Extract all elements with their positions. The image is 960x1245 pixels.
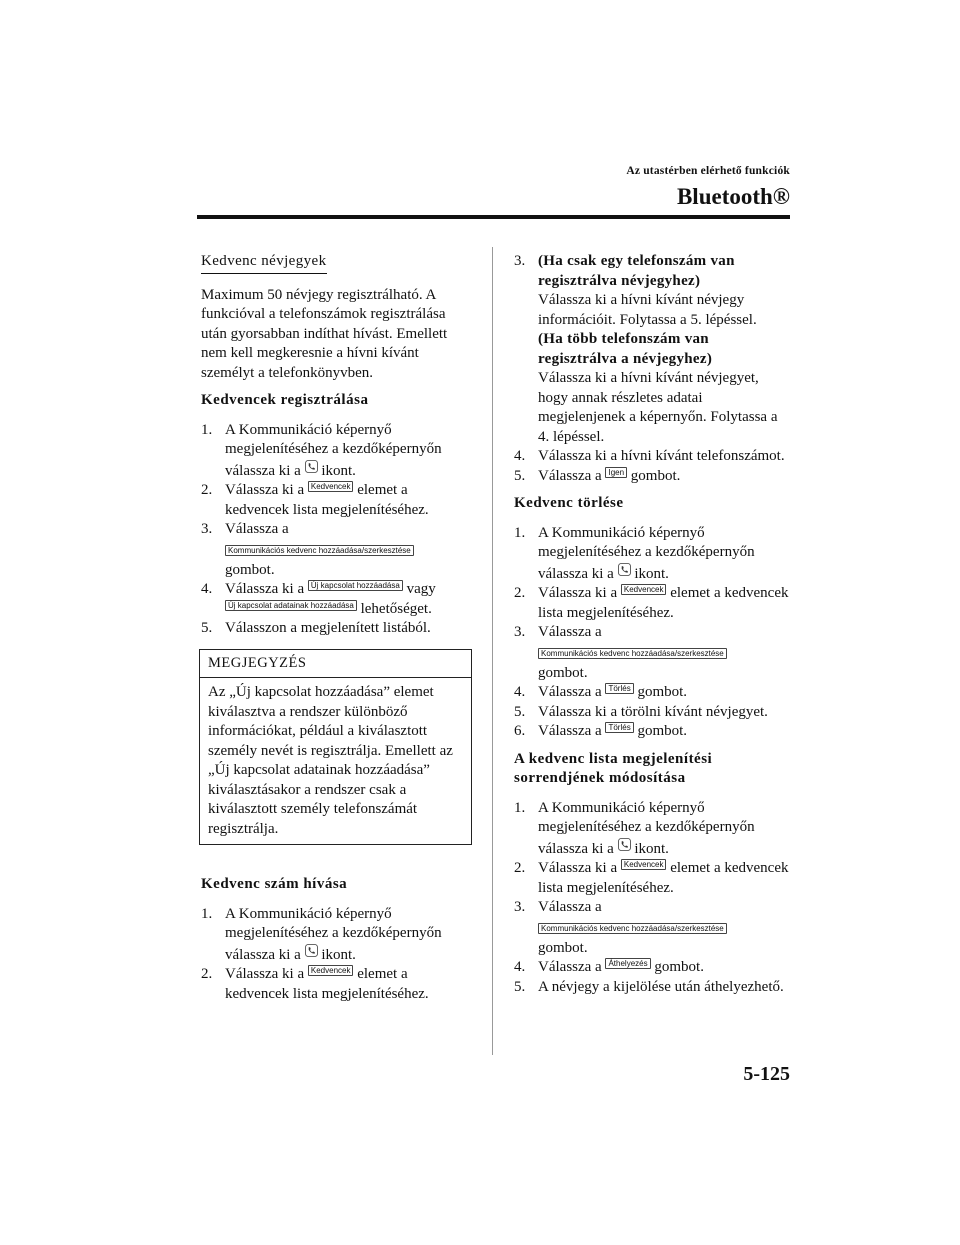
list-item bbox=[514, 623, 790, 683]
list-item bbox=[514, 898, 790, 958]
step-text: elemet a kedvencek lista megjelenítéséhez. bbox=[538, 585, 789, 621]
yes-button[interactable]: Igen bbox=[605, 467, 627, 478]
fav-contacts-heading: Kedvenc névjegyek bbox=[201, 252, 327, 274]
step-text: Válassza ki a bbox=[225, 482, 305, 498]
condition-heading: (Ha több telefonszám van regisztrálva a névjegyhez) bbox=[538, 331, 713, 367]
phone-icon bbox=[618, 838, 631, 851]
left-column bbox=[201, 252, 473, 1012]
step-text: Válassza a bbox=[538, 959, 602, 975]
step-text: A Kommunikáció képernyő megjelenítéséhez a kezdőképernyőn válassza ki a bbox=[538, 799, 755, 857]
list-item bbox=[514, 584, 790, 623]
step-text: Válassza a bbox=[538, 723, 602, 739]
right-column bbox=[514, 252, 790, 1005]
step-text: gombot. bbox=[538, 939, 588, 956]
call-steps-continued bbox=[514, 252, 790, 486]
step-number: 5. bbox=[514, 703, 526, 720]
step-text: Válassza ki a hívni kívánt névjegyet, hogy annak részletes adatai megjelenjenek a képernyőn. Folytassa a 4. lépéssel. bbox=[538, 370, 778, 445]
step-text: gombot. bbox=[630, 467, 681, 484]
list-item bbox=[201, 481, 473, 520]
list-item bbox=[514, 958, 790, 978]
step-number: 3. bbox=[514, 624, 526, 640]
step-number: 5. bbox=[201, 620, 213, 636]
call-heading: Kedvenc szám hívása bbox=[201, 876, 348, 892]
step-number: 2. bbox=[514, 585, 526, 601]
step-text: ikont. bbox=[634, 565, 669, 582]
step-text: Válassza ki a bbox=[225, 581, 305, 597]
step-text: gombot. bbox=[637, 723, 688, 739]
add-edit-favorite-button[interactable]: Kommunikációs kedvenc hozzáadása/szerkesztése bbox=[538, 923, 727, 934]
add-edit-favorite-button[interactable]: Kommunikációs kedvenc hozzáadása/szerkesztése bbox=[225, 545, 414, 556]
list-item bbox=[514, 683, 790, 703]
step-text: elemet a kedvencek lista megjelenítéséhez. bbox=[225, 966, 429, 1002]
phone-icon bbox=[618, 563, 631, 576]
step-number: 6. bbox=[514, 723, 526, 739]
step-number: 1. bbox=[514, 799, 526, 816]
step-text: vagy bbox=[406, 581, 436, 597]
step-number: 1. bbox=[514, 524, 526, 541]
step-text: gombot. bbox=[538, 664, 588, 681]
step-number: 4. bbox=[514, 684, 526, 700]
list-item bbox=[201, 580, 473, 619]
list-item bbox=[514, 859, 790, 898]
step-number: 1. bbox=[201, 421, 213, 438]
step-text: A Kommunikáció képernyő megjelenítéséhez a kezdőképernyőn válassza ki a bbox=[225, 905, 442, 963]
step-number: 5. bbox=[514, 978, 526, 995]
step-text: Válassza a bbox=[225, 521, 289, 537]
step-text: A Kommunikáció képernyő megjelenítéséhez a kezdőképernyőn válassza ki a bbox=[538, 524, 755, 582]
section-title: Bluetooth® bbox=[676, 184, 790, 209]
step-text: ikont. bbox=[634, 840, 669, 857]
order-steps bbox=[514, 799, 790, 998]
step-number: 3. bbox=[514, 899, 526, 915]
step-text: Válassza a bbox=[538, 624, 602, 640]
move-button[interactable]: Áthelyezés bbox=[605, 958, 650, 969]
delete-button[interactable]: Törlés bbox=[605, 683, 633, 694]
step-number: 2. bbox=[201, 482, 213, 498]
step-text: Válassza ki a bbox=[538, 585, 618, 601]
list-item bbox=[514, 447, 790, 467]
step-text: Válassza ki a törölni kívánt névjegyet. bbox=[538, 703, 768, 720]
fav-contacts-paragraph: Maximum 50 névjegy regisztrálható. A funkcióval a telefonszámok regisztrálása után gyorsabban indíthat hívást. Emellett nem kell megkeresnie a hívni kívánt személyt a telefonkönyvben. bbox=[201, 286, 448, 381]
step-text: elemet a kedvencek lista megjelenítéséhez. bbox=[538, 860, 789, 896]
condition-heading: (Ha csak egy telefonszám van regisztrálva névjegyhez) bbox=[538, 253, 735, 289]
register-heading: Kedvencek regisztrálása bbox=[201, 392, 369, 408]
order-heading-line: sorrendjének módosítása bbox=[514, 770, 686, 786]
step-text: elemet a kedvencek lista megjelenítéséhez. bbox=[225, 482, 429, 518]
step-number: 2. bbox=[514, 860, 526, 876]
list-item bbox=[514, 467, 790, 487]
kedvencek-button[interactable]: Kedvencek bbox=[308, 481, 354, 492]
step-number: 3. bbox=[201, 521, 213, 537]
step-text: ikont. bbox=[321, 462, 356, 479]
list-item bbox=[201, 965, 473, 1004]
step-text: Válassza ki a hívni kívánt telefonszámot. bbox=[538, 448, 785, 464]
order-heading bbox=[514, 750, 790, 789]
phone-icon bbox=[305, 460, 318, 473]
order-heading-line: A kedvenc lista megjelenítési bbox=[514, 750, 713, 767]
list-item bbox=[514, 799, 790, 860]
list-item bbox=[514, 722, 790, 742]
step-text: lehetőséget. bbox=[360, 600, 432, 617]
step-number: 4. bbox=[514, 448, 526, 464]
page-number: 5-125 bbox=[743, 1063, 790, 1085]
step-number: 4. bbox=[201, 581, 213, 597]
step-text: gombot. bbox=[225, 561, 275, 578]
list-item bbox=[201, 905, 473, 966]
new-contact-details-button[interactable]: Új kapcsolat adatainak hozzáadása bbox=[225, 600, 357, 611]
kedvencek-button[interactable]: Kedvencek bbox=[621, 859, 667, 870]
register-steps bbox=[201, 421, 473, 639]
delete-steps bbox=[514, 524, 790, 742]
list-item bbox=[201, 421, 473, 482]
kedvencek-button[interactable]: Kedvencek bbox=[621, 584, 667, 595]
step-number: 5. bbox=[514, 467, 526, 484]
step-text: Válassza a bbox=[538, 467, 602, 484]
list-item bbox=[514, 524, 790, 585]
phone-icon bbox=[305, 944, 318, 957]
delete-button[interactable]: Törlés bbox=[605, 722, 633, 733]
step-text: Válassza a bbox=[538, 684, 602, 700]
step-text: Válassza ki a bbox=[225, 966, 305, 982]
step-number: 2. bbox=[201, 966, 213, 982]
step-text: ikont. bbox=[321, 946, 356, 963]
list-item bbox=[201, 520, 473, 580]
list-item bbox=[514, 252, 790, 447]
list-item bbox=[514, 978, 790, 998]
step-text: gombot. bbox=[654, 959, 704, 975]
note-body: Az „Új kapcsolat hozzáadása” elemet kiválasztva a rendszer különböző információkat, például a kiválasztott személy nevét is regisztrálja. Emellett az „Új kapcsolat adatainak hozzáadása” kiválasztásakor a rendszer csak a kiválasztott személy telefonszámát regisztrálja. bbox=[208, 684, 453, 837]
step-text: A Kommunikáció képernyő megjelenítéséhez a kezdőképernyőn válassza ki a bbox=[225, 421, 442, 479]
column-divider bbox=[492, 247, 493, 1055]
add-edit-favorite-button[interactable]: Kommunikációs kedvenc hozzáadása/szerkesztése bbox=[538, 648, 727, 659]
list-item bbox=[514, 703, 790, 723]
note-title: MEGJEGYZÉS bbox=[200, 650, 471, 679]
step-text: Válassza ki a bbox=[538, 860, 618, 876]
call-steps bbox=[201, 905, 473, 1005]
delete-heading: Kedvenc törlése bbox=[514, 495, 624, 511]
step-text: Válassza a bbox=[538, 899, 602, 915]
list-item bbox=[201, 619, 473, 639]
header-rule bbox=[197, 215, 790, 219]
step-text: A névjegy a kijelölése után áthelyezhető. bbox=[538, 978, 784, 995]
new-contact-button[interactable]: Új kapcsolat hozzáadása bbox=[308, 580, 403, 591]
step-text: Válasszon a megjelenített listából. bbox=[225, 620, 431, 636]
step-number: 1. bbox=[201, 905, 213, 922]
kedvencek-button[interactable]: Kedvencek bbox=[308, 965, 354, 976]
step-text: Válassza ki a hívni kívánt névjegy információit. Folytassa a 5. lépéssel. bbox=[538, 292, 757, 328]
note-box bbox=[199, 649, 472, 846]
step-number: 4. bbox=[514, 959, 526, 975]
section-subtitle: Az utastérben elérhető funkciók bbox=[626, 165, 790, 177]
step-text: gombot. bbox=[637, 684, 688, 700]
step-number: 3. bbox=[514, 253, 526, 269]
